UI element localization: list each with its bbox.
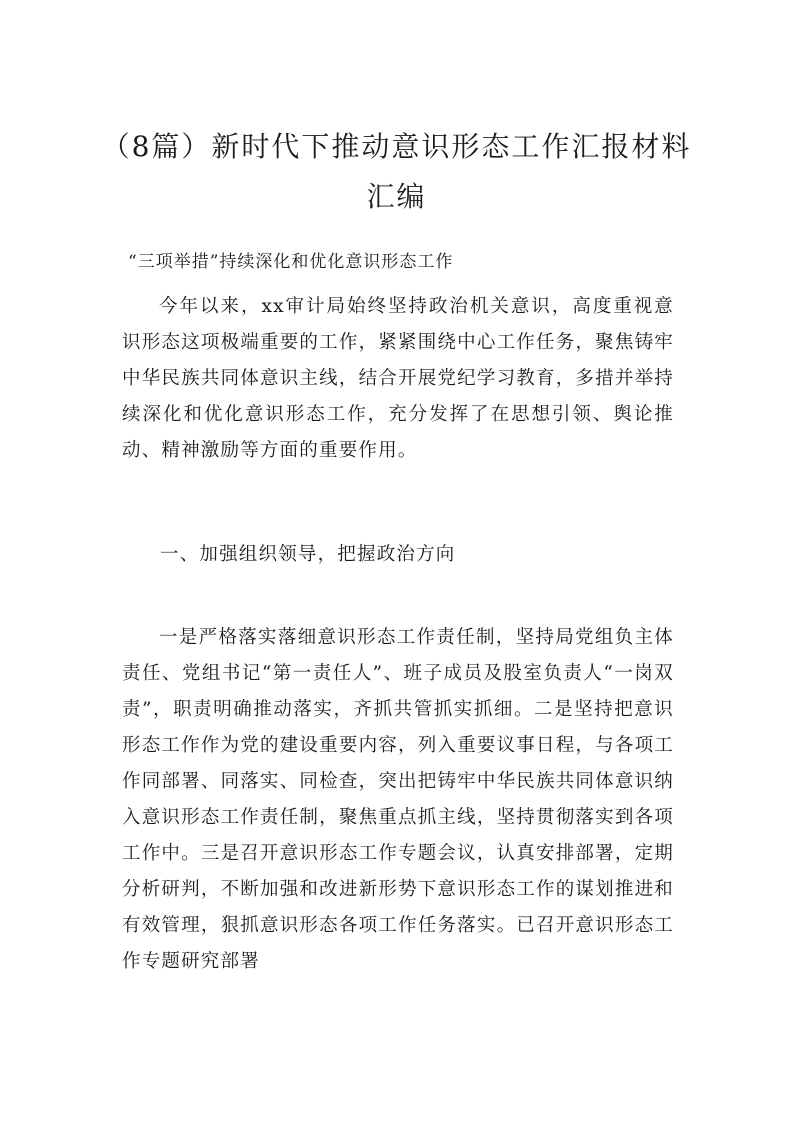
section-paragraph: 一是严格落实落细意识形态工作责任制，坚持局党组负主体责任、党组书记“第一责任人”、班子成员及股室负责人“一岗双责”，职责明确推动落实，齐抓共管抓实抓细。二是坚持把意识形态工作作为党的建设重要内容，列入重要议事日程，与各项工作同部署、同落实、同检查，突出把铸牢中华民族共同体意识纳入意识形态工作责任制，聚焦重点抓主线，坚持贯彻落实到各项工作中。三是召开意识形态工作专题会议，认真安排部署，定期分析研判，不断加强和改进新形势下意识形态工作的谋划推进和有效管理，狠抓意识形态各项工作任务落实。已召开意识形态工作专题研究部署	[122, 627, 674, 972]
section-heading: 一、加强组织领导，把握政治方向	[160, 544, 456, 565]
document-subtitle: “三项举措”持续深化和优化意识形态工作	[128, 252, 454, 272]
document-title: （8篇）新时代下推动意识形态工作汇报材料汇编	[101, 130, 692, 213]
intro-paragraph: 今年以来，xx审计局始终坚持政治机关意识，高度重视意识形态这项极端重要的工作，紧紧围绕中心工作任务，聚焦铸牢中华民族共同体意识主线，结合开展党纪学习教育，多措并举持续深化和优化意识形态工作，充分发挥了在思想引领、舆论推动、精神激励等方面的重要作用。	[122, 296, 674, 461]
